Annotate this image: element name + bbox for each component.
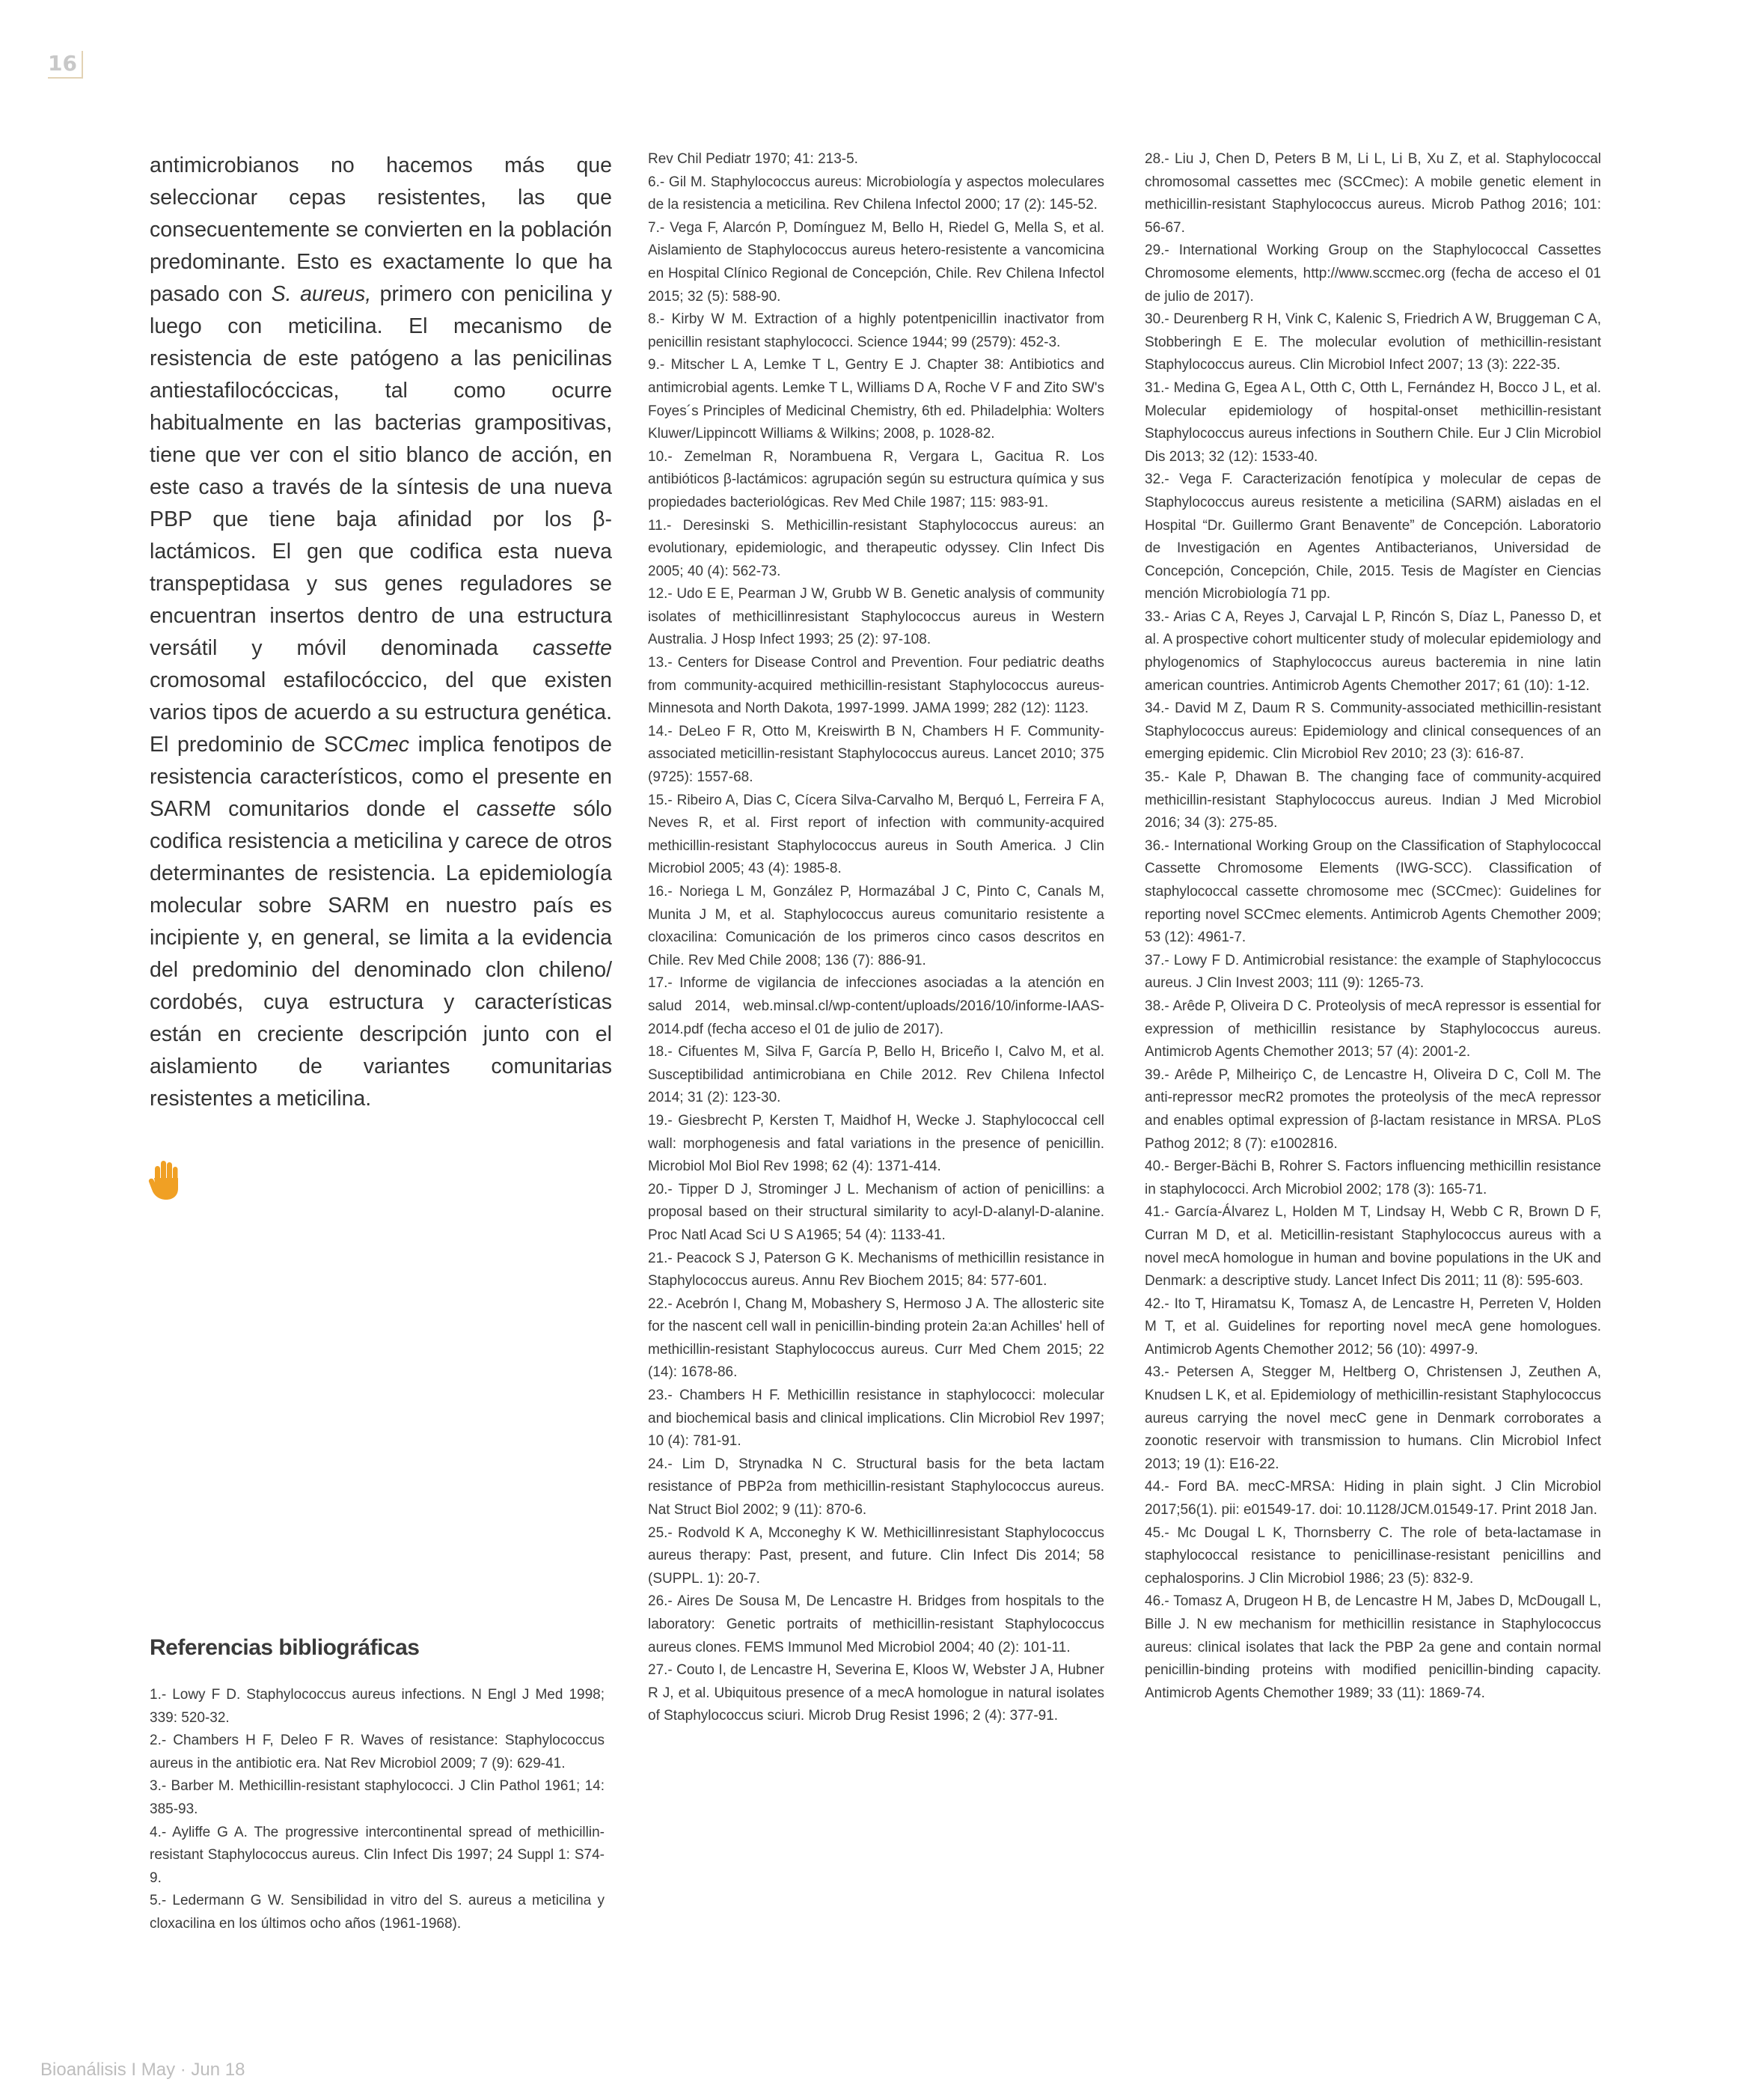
reference-item: 45.- Mc Dougal L K, Thornsberry C. The role of beta-lactamase in staphylococcal resistance to penicillinase-resistant penicillins and cephalosporins. J Clin Microbiol 1986; 23 (5): 832-9. (1145, 1524, 1601, 1587)
reference-item: 18.- Cifuentes M, Silva F, García P, Bello H, Briceño I, Calvo M, et al. Susceptibilidad antimicrobiana en Chile 2012. Rev Chilena Infectol 2014; 31 (2): 123-30. (648, 1044, 1104, 1106)
references-heading: Referencias bibliográficas (150, 1635, 420, 1660)
reference-item: 6.- Gil M. Staphylococcus aureus: Microbiología y aspectos moleculares de la resistencia a meticilina. Rev Chilena Infectol 2000; 17 (2): 145-52. (648, 174, 1104, 213)
reference-item: 35.- Kale P, Dhawan B. The changing face of community-acquired methicillin-resistant Staphylococcus aureus. Indian J Med Microbiol 2016; 34 (3): 275-85. (1145, 769, 1601, 831)
reference-item: 34.- David M Z, Daum R S. Community-associated methicillin-resistant Staphylococcus aureus: Epidemiology and clinical consequences of an emerging epidemic. Clin Microbiol Rev 2010; 23 (3): 616-87. (1145, 700, 1601, 763)
reference-item: 24.- Lim D, Strynadka N C. Structural basis for the beta lactam resistance of PBP2a from methicillin-resistant Staphylococcus aureus. Nat Struct Biol 2002; 9 (11): 870-6. (648, 1456, 1104, 1518)
reference-item: 32.- Vega F. Caracterización fenotípica y molecular de cepas de Staphylococcus aureus resistente a meticilina (SARM) aisladas en el Hospital “Dr. Guillermo Grant Benavente” de Concepción. Laboratorio de Investigación en Agentes Antibacterianos, Universidad de Concepción, Concepción, Chile, 2015. Tesis de Magíster en Ciencias mención Microbiología 71 pp. (1145, 471, 1601, 602)
references-column-1 (150, 1684, 605, 1936)
reference-item: 36.- International Working Group on the Classification of Staphylococcal Cassette Chromosome Elements (IWG-SCC). Classification of staphylococcal cassette chromosome mec (SCCmec): Guidelines for reporting novel SCCmec elements. Antimicrob Agents Chemother 2009; 53 (12): 4961-7. (1145, 837, 1601, 946)
reference-item: 20.- Tipper D J, Strominger J L. Mechanism of action of penicillins: a proposal based on their structural similarity to acyl-D-alanyl-D-alanine. Proc Natl Acad Sci U S A1965; 54 (4): 1133-41. (648, 1181, 1104, 1243)
reference-item: 43.- Petersen A, Stegger M, Heltberg O, Christensen J, Zeuthen A, Knudsen L K, et al. Epidemiology of methicillin-resistant Staphylococcus aureus carrying the novel mecC gene in Denmark corroborates a zoonotic reservoir with transmission to humans. Clin Microbiol Infect 2013; 19 (1): E16-22. (1145, 1364, 1601, 1472)
reference-item: 4.- Ayliffe G A. The progressive intercontinental spread of methicillin-resistant Staphylococcus aureus. Clin Infect Dis 1997; 24 Suppl 1: S74-9. (150, 1824, 605, 1886)
reference-item: 15.- Ribeiro A, Dias C, Cícera Silva-Carvalho M, Berquó L, Ferreira F A, Neves R, et al. First report of infection with community-acquired methicillin-resistant Staphylococcus aureus in South America. J Clin Microbiol 2005; 43 (4): 1985-8. (648, 792, 1104, 877)
reference-item: 42.- Ito T, Hiramatsu K, Tomasz A, de Lencastre H, Perreten V, Holden M T, et al. Guidelines for reporting novel mecA gene homologues. Antimicrob Agents Chemother 2012; 56 (10): 4997-9. (1145, 1295, 1601, 1358)
references-column-2 (648, 148, 1104, 1728)
reference-item: 46.- Tomasz A, Drugeon H B, de Lencastre H M, Jabes D, McDougall L, Bille J. N ew mechanism for methicillin resistance in Staphylococcus aureus: clinical isolates that lack the PBP 2a gene and contain normal penicillin-binding proteins with modified penicillin-binding capacity. Antimicrob Agents Chemother 1989; 33 (11): 1869-74. (1145, 1593, 1601, 1701)
reference-item: 11.- Deresinski S. Methicillin-resistant Staphylococcus aureus: an evolutionary, epidemiologic, and therapeutic odyssey. Clin Infect Dis 2005; 40 (4): 562-73. (648, 517, 1104, 579)
page-number: 16 (48, 51, 83, 79)
reference-item: 1.- Lowy F D. Staphylococcus aureus infections. N Engl J Med 1998; 339: 520-32. (150, 1687, 605, 1726)
reference-item: 2.- Chambers H F, Deleo F R. Waves of resistance: Staphylococcus aureus in the antibiotic era. Nat Rev Microbiol 2009; 7 (9): 629-41. (150, 1733, 605, 1771)
reference-item: 37.- Lowy F D. Antimicrobial resistance: the example of Staphylococcus aureus. J Clin Invest 2003; 111 (9): 1265-73. (1145, 952, 1601, 992)
body-paragraph: antimicrobianos no hacemos más que seleccionar cepas resistentes, las que consecuentemente se convierten en la población predominante. Esto es exactamente lo que ha pasado con S. aureus, primero con penicilina y luego con meticilina. El mecanismo de resistencia de este patógeno a las penicilinas antiestafilocóccicas, tal como ocurre habitualmente en las bacterias grampositivas, tiene que ver con el sitio blanco de acción, en este caso a través de la síntesis de una nueva PBP que tiene baja afinidad por los β-lactámicos. El gen que codifica esta nueva transpeptidasa y sus genes reguladores se encuentran insertos dentro de una estructura versátil y móvil denominada cassette cromosomal estafilocóccico, del que existen varios tipos de acuerdo a su estructura genética. El predominio de SCCmec implica fenotipos de resistencia característicos, como el presente en SARM comunitarios donde el cassette sólo codifica resistencia a meticilina y carece de otros determinantes de resistencia. La epidemiología molecular sobre SARM en nuestro país es incipiente y, en general, se limita a la evidencia del predominio del denominado clon chileno/ cordobés, cuya estructura y características están en creciente descripción junto con el aislamiento de variantes comunitarias resistentes a meticilina. (150, 153, 613, 1111)
reference-item: 9.- Mitscher L A, Lemke T L, Gentry E J. Chapter 38: Antibiotics and antimicrobial agents. Lemke T L, Williams D A, Roche V F and Zito SW's Foyes´s Principles of Medicinal Chemistry, 6th ed. Philadelphia: Wolters Kluwer/Lippincott Williams & Wilkins; 2008, p. 1028-82. (648, 357, 1104, 442)
reference-item: 8.- Kirby W M. Extraction of a highly potentpenicillin inactivator from penicillin resistant staphylococci. Science 1944; 99 (2579): 452-3. (648, 311, 1104, 350)
reference-item: 5.- Ledermann G W. Sensibilidad in vitro del S. aureus a meticilina y cloxacilina en los últimos ocho años (1961-1968). (150, 1893, 605, 1932)
reference-item: 38.- Arêde P, Oliveira D C. Proteolysis of mecA repressor is essential for expression of methicillin resistance by Staphylococcus aureus. Antimicrob Agents Chemother 2013; 57 (4): 2001-2. (1145, 998, 1601, 1060)
reference-item: 13.- Centers for Disease Control and Prevention. Four pediatric deaths from community-acquired methicillin-resistant Staphylococcus aureus-Minnesota and North Dakota, 1997-1999. JAMA 1999; 282 (12): 1123. (648, 655, 1104, 717)
reference-item: 44.- Ford BA. mecC-MRSA: Hiding in plain sight. J Clin Microbiol 2017;56(1). pii: e01549-17. doi: 10.1128/JCM.01549-17. Print 2018 Jan. (1145, 1479, 1601, 1518)
raised-hand-icon (148, 1159, 183, 1200)
reference-item: 17.- Informe de vigilancia de infecciones asociadas a la atención en salud 2014, web.minsal.cl/wp-content/uploads/2016/10/informe-IAAS-2014.pdf (fecha acceso el 01 de julio de 2017). (648, 975, 1104, 1037)
reference-item: 22.- Acebrón I, Chang M, Mobashery S, Hermoso J A. The allosteric site for the nascent cell wall in penicillin-binding protein 2a:an Achilles' hell of methicillin-resistant Staphylococcus aureus. Curr Med Chem 2015; 22 (14): 1678-86. (648, 1295, 1104, 1381)
reference-item: 29.- International Working Group on the Staphylococcal Cassettes Chromosome elements, http://www.sccmec.org (fecha de acceso el 01 de julio de 2017). (1145, 242, 1601, 305)
reference-item: 25.- Rodvold K A, Mcconeghy K W. Methicillinresistant Staphylococcus aureus therapy: Past, present, and future. Clin Infect Dis 2014; 58 (SUPPL. 1): 20-7. (648, 1524, 1104, 1587)
reference-item: 28.- Liu J, Chen D, Peters B M, Li L, Li B, Xu Z, et al. Staphylococcal chromosomal cassettes mec (SCCmec): A mobile genetic element in methicillin-resistant Staphylococcus aureus. Microb Pathog 2016; 101: 56-67. (1145, 151, 1601, 236)
reference-item: 16.- Noriega L M, González P, Hormazábal J C, Pinto C, Canals M, Munita J M, et al. Staphylococcus aureus comunitario resistente a cloxacilina: Comunicación de los primeros cinco casos descritos en Chile. Rev Med Chile 2008; 136 (7): 886-91. (648, 884, 1104, 968)
footer: Bioanálisis I May · Jun 18 (40, 2060, 245, 2080)
reference-item: Rev Chil Pediatr 1970; 41: 213-5. (648, 151, 858, 167)
reference-item: 12.- Udo E E, Pearman J W, Grubb W B. Genetic analysis of community isolates of methicillinresistant Staphylococcus aureus in Western Australia. J Hosp Infect 1993; 25 (2): 97-108. (648, 586, 1104, 648)
reference-item: 39.- Arêde P, Milheiriço C, de Lencastre H, Oliveira D C, Coll M. The anti-repressor mecR2 promotes the proteolysis of the mecA repressor and enables optimal expression of β-lactam resistance in MRSA. PLoS Pathog 2012; 8 (7): e1002816. (1145, 1066, 1601, 1152)
body-text (150, 150, 612, 1115)
reference-item: 3.- Barber M. Methicillin-resistant staphylococci. J Clin Pathol 1961; 14: 385-93. (150, 1778, 605, 1817)
reference-item: 30.- Deurenberg R H, Vink C, Kalenic S, Friedrich A W, Bruggeman C A, Stobberingh E E. The molecular evolution of methicillin-resistant Staphylococcus aureus. Clin Microbiol Infect 2007; 13 (3): 222-35. (1145, 311, 1601, 373)
reference-item: 14.- DeLeo F R, Otto M, Kreiswirth B N, Chambers H F. Community-associated meticillin-resistant Staphylococcus aureus. Lancet 2010; 375 (9725): 1557-68. (648, 723, 1104, 786)
reference-item: 31.- Medina G, Egea A L, Otth C, Otth L, Fernández H, Bocco J L, et al. Molecular epidemiology of hospital-onset methicillin-resistant Staphylococcus aureus infections in Southern Chile. Eur J Clin Microbiol Dis 2013; 32 (12): 1533-40. (1145, 379, 1601, 465)
reference-item: 19.- Giesbrecht P, Kersten T, Maidhof H, Wecke J. Staphylococcal cell wall: morphogenesis and fatal variations in the presence of penicillin. Microbiol Mol Biol Rev 1998; 62 (4): 1371-414. (648, 1112, 1104, 1175)
reference-item: 21.- Peacock S J, Paterson G K. Mechanisms of methicillin resistance in Staphylococcus aureus. Annu Rev Biochem 2015; 84: 577-601. (648, 1250, 1104, 1289)
reference-item: 10.- Zemelman R, Norambuena R, Vergara L, Gacitua R. Los antibióticos β-lactámicos: agrupación según su estructura química y sus propiedades bacteriológicas. Rev Med Chile 1987; 115: 983-91. (648, 448, 1104, 510)
reference-item: 40.- Berger-Bächi B, Rohrer S. Factors influencing methicillin resistance in staphylococci. Arch Microbiol 2002; 178 (3): 165-71. (1145, 1159, 1601, 1197)
reference-item: 23.- Chambers H F. Methicillin resistance in staphylococci: molecular and biochemical basis and clinical implications. Clin Microbiol Rev 1997; 10 (4): 781-91. (648, 1388, 1104, 1450)
references-column-3 (1145, 148, 1601, 1705)
reference-item: 33.- Arias C A, Reyes J, Carvajal L P, Rincón S, Díaz L, Panesso D, et al. A prospective cohort multicenter study of molecular epidemiology and phylogenomics of Staphylococcus aureus bacteremia in nine latin american countries. Antimicrob Agents Chemother 2017; 61 (10): 1-12. (1145, 608, 1601, 694)
reference-item: 41.- García-Álvarez L, Holden M T, Lindsay H, Webb C R, Brown D F, Curran M D, et al. Meticillin-resistant Staphylococcus aureus with a novel mecA homologue in human and bovine populations in the UK and Denmark: a descriptive study. Lancet Infect Dis 2011; 11 (8): 595-603. (1145, 1204, 1601, 1289)
reference-item: 27.- Couto I, de Lencastre H, Severina E, Kloos W, Webster J A, Hubner R J, et al. Ubiquitous presence of a mecA homologue in natural isolates of Staphylococcus sciuri. Microb Drug Resist 1996; 2 (4): 377-91. (648, 1662, 1104, 1724)
reference-item: 7.- Vega F, Alarcón P, Domínguez M, Bello H, Riedel G, Mella S, et al. Aislamiento de Staphylococcus aureus hetero-resistente a vancomicina en Hospital Clínico Regional de Concepción, Chile. Rev Chilena Infectol 2015; 32 (5): 588-90. (648, 219, 1104, 305)
reference-item: 26.- Aires De Sousa M, De Lencastre H. Bridges from hospitals to the laboratory: Genetic portraits of methicillin-resistant Staphylococcus aureus clones. FEMS Immunol Med Microbiol 2004; 40 (2): 101-11. (648, 1593, 1104, 1655)
